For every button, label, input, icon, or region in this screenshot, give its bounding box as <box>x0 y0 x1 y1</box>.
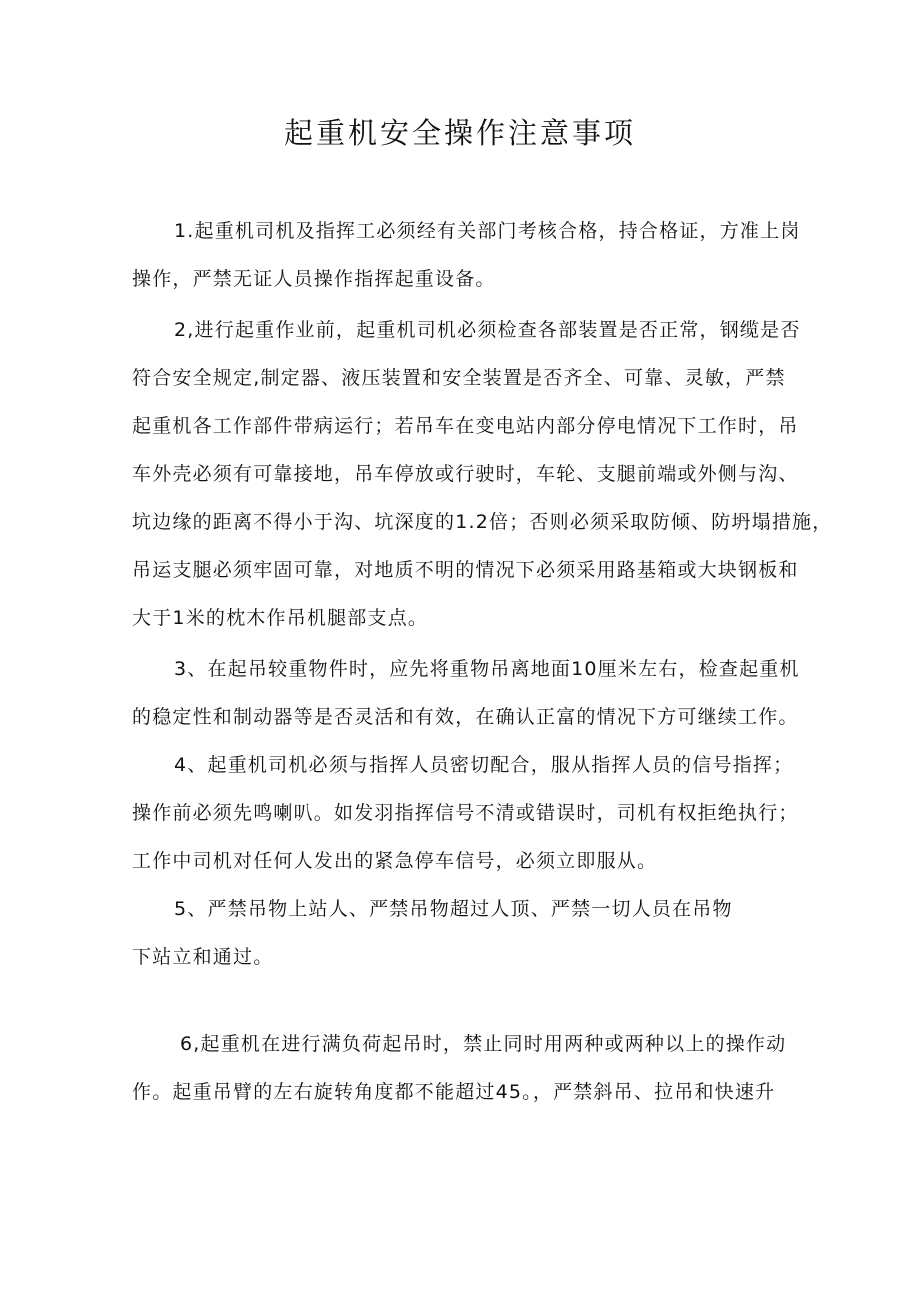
paragraph-1 <box>132 207 801 303</box>
paragraph-line: 操作前必须先鸣喇叭。如发羽指挥信号不清或错误时，司机有权拒绝执行； <box>132 802 799 824</box>
paragraph-line: 3、在起吊较重物件时，应先将重物吊离地面10厘米左右，检查起重机 <box>174 658 800 680</box>
paragraph-line: 坑边缘的距离不得小于沟、坑深度的1.2倍；否则必须采取防倾、防坍塌措施， <box>132 511 833 533</box>
paragraph-line: 下站立和通过。 <box>132 946 274 968</box>
paragraph-line: 的稳定性和制动器等是否灵活和有效，在确认正富的情况下方可继续工作。 <box>132 706 799 728</box>
paragraph-line: 5、严禁吊物上站人、严禁吊物超过人顶、严禁一切人员在吊物 <box>174 898 733 920</box>
paragraph-line: 车外壳必须有可靠接地，吊车停放或行驶时，车轮、支腿前端或外侧与沟、 <box>132 463 799 485</box>
paragraph-line: 工作中司机对任何人发出的紧急停车信号，必须立即服从。 <box>132 850 658 872</box>
paragraph-line: 1.起重机司机及指挥工必须经有关部门考核合格，持合格证，方准上岗 <box>174 220 801 242</box>
paragraph-line: 作。起重吊臂的左右旋转角度都不能超过45。，严禁斜吊、拉吊和快速升 <box>132 1081 776 1103</box>
paragraph-3 <box>132 645 800 741</box>
paragraph-line: 吊运支腿必须牢固可靠，对地质不明的情况下必须采用路基箱或大块钢板和 <box>132 559 799 581</box>
page-title: 起重机安全操作注意事项 <box>283 116 636 150</box>
paragraph-line: 操作，严禁无证人员操作指挥起重设备。 <box>132 268 496 290</box>
paragraph-line: 大于1米的枕木作吊机腿部支点。 <box>132 607 429 629</box>
paragraph-line: 4、起重机司机必须与指挥人员密切配合，服从指挥人员的信号指挥； <box>174 754 794 776</box>
paragraph-line: 6,起重机在进行满负荷起吊时，禁止同时用两种或两种以上的操作动 <box>180 1033 787 1055</box>
paragraph-4 <box>132 741 799 885</box>
paragraph-line: 起重机各工作部件带病运行；若吊车在变电站内部分停电情况下工作时，吊 <box>132 415 799 437</box>
paragraph-6 <box>132 1020 786 1116</box>
paragraph-5 <box>132 885 733 981</box>
paragraph-2 <box>132 306 832 642</box>
paragraph-line: 2,进行起重作业前，起重机司机必须检查各部装置是否正常，钢缆是否 <box>174 319 801 341</box>
paragraph-line: 符合安全规定,制定器、液压装置和安全装置是否齐全、可靠、灵敏，严禁 <box>132 367 786 389</box>
